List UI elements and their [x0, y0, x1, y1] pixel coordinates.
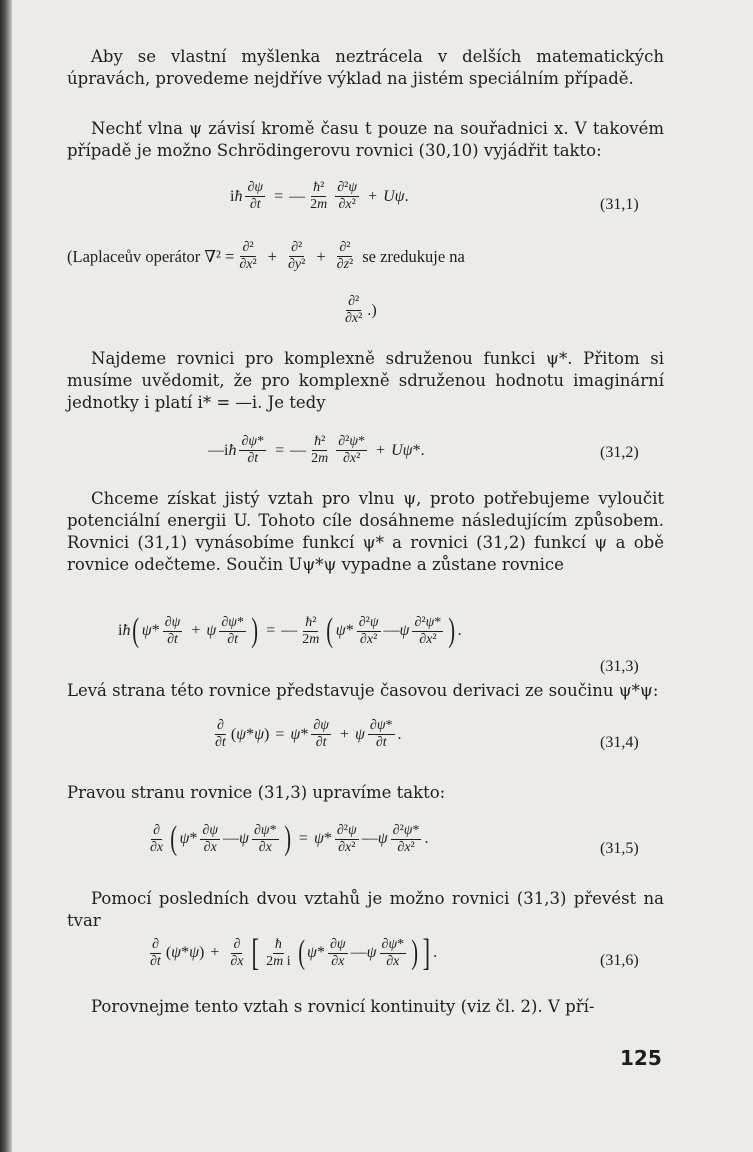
- equation-31-4: $\frac{\partial}{\partial t}$ (ψ*ψ) = ψ* $\frac{\partial\psi}{\partial t}$ + ψ $\frac{\partial\psi*}{\partial t}$ .: [215, 718, 402, 750]
- paragraph-intro: Aby se vlastní myšlenka neztrácela v delších matematických úpravách, provedeme nejdříve výklad na jistém speciálním případě.: [67, 47, 664, 88]
- laplace-prefix: (Laplaceův operátor ∇² =: [67, 246, 235, 266]
- equation-31-1: iħ $\frac{\partial\psi}{\partial t}$ = — $\frac{\text{ħ²}}{2m}$ $\frac{\text{∂²ψ}}{\text{∂x²}}$ + Uψ.: [230, 180, 409, 212]
- laplace-operator-line: (Laplaceův operátor ∇² = $\frac{\text{∂²}}{\text{∂x²}}$ + $\frac{\text{∂²}}{\text{∂y²}}$ + $\frac{\text{∂²}}{\text{∂z²}}$ se zredukuje na: [67, 240, 465, 272]
- equation-31-2: —iħ $\frac{\partial\psi*}{\partial t}$ = — $\frac{\text{ħ²}}{2m}$ $\frac{\text{∂²ψ*}}{\text{∂x²}}$ + Uψ*.: [208, 434, 425, 466]
- equation-label-31-1: (31,1): [600, 196, 639, 213]
- paragraph-left-side: Levá strana této rovnice představuje časovou derivaci ze součinu ψ*ψ:: [67, 681, 659, 700]
- paragraph-conjugate: Najdeme rovnici pro komplexně sdruženou funkci ψ*. Přitom si musíme uvědomit, že pro komplexně sdruženou hodnotu imaginární jednotky i platí i* = —i. Je tedy: [67, 349, 664, 412]
- paragraph-right-side: Pravou stranu rovnice (31,3) upravíme takto:: [67, 783, 446, 802]
- laplace-reduced: $\frac{\text{∂²}}{\text{∂x²}}$ .): [345, 294, 377, 326]
- paragraph-transform: Pomocí posledních dvou vztahů je možno rovnici (31,3) převést na tvar: [67, 889, 664, 930]
- page-number: 125: [620, 1046, 662, 1070]
- equation-label-31-6: (31,6): [600, 952, 639, 969]
- laplace-suffix: se zredukuje na: [362, 246, 465, 266]
- equation-label-31-3: (31,3): [600, 658, 639, 675]
- paragraph-continuity: Porovnejme tento vztah s rovnicí kontinuity (viz čl. 2). V pří-: [91, 997, 595, 1016]
- equation-31-5: $\frac{\partial}{\partial x}$ ( ψ* $\frac{\partial\psi}{\partial x}$ — ψ $\frac{\partial\psi*}{\partial x}$ ) = ψ* $\frac{\text{∂²ψ}}{\text{∂x²}}$ — ψ $\frac{\text{∂²ψ*}}{\text{∂x²}}$ .: [150, 820, 429, 857]
- equation-label-31-4: (31,4): [600, 734, 639, 751]
- equation-label-31-5: (31,5): [600, 840, 639, 857]
- equation-31-3: iħ ( ψ* $\frac{\partial\psi}{\partial t}$ + ψ $\frac{\partial\psi*}{\partial t}$ ) = — $\frac{\text{ħ²}}{2m}$ ( ψ* $\frac{\text{∂²ψ}}{\text{∂x²}}$ — ψ $\frac{\text{∂²ψ*}}{\text{∂x²}}$ ) .: [118, 612, 462, 649]
- paragraph-wave-dependence: Nechť vlna ψ závisí kromě času t pouze na souřadnici x. V takovém případě je možno Schrödingerovu rovnici (30,10) vyjádřit takto:: [67, 119, 664, 160]
- paragraph-eliminate-potential: Chceme získat jistý vztah pro vlnu ψ, proto potřebujeme vyloučit potenciální energii U. Tohoto cíle dosáhneme následujícím způsobem. Rovnici (31,1) vynásobíme funkcí ψ* a rovnici (31,2) funkcí ψ a obě rovnice odečteme. Součin Uψ*ψ vypadne a zůstane rovnice: [67, 489, 664, 574]
- equation-31-6: $\frac{\partial}{\partial t}$ (ψ*ψ) + $\frac{\partial}{\partial x}$ [ $\frac{ħ}{\text{2m i}}$ ( ψ* $\frac{\partial\psi}{\partial x}$ — ψ $\frac{\partial\psi*}{\partial x}$ ) ] .: [150, 932, 438, 974]
- equation-label-31-2: (31,2): [600, 444, 639, 461]
